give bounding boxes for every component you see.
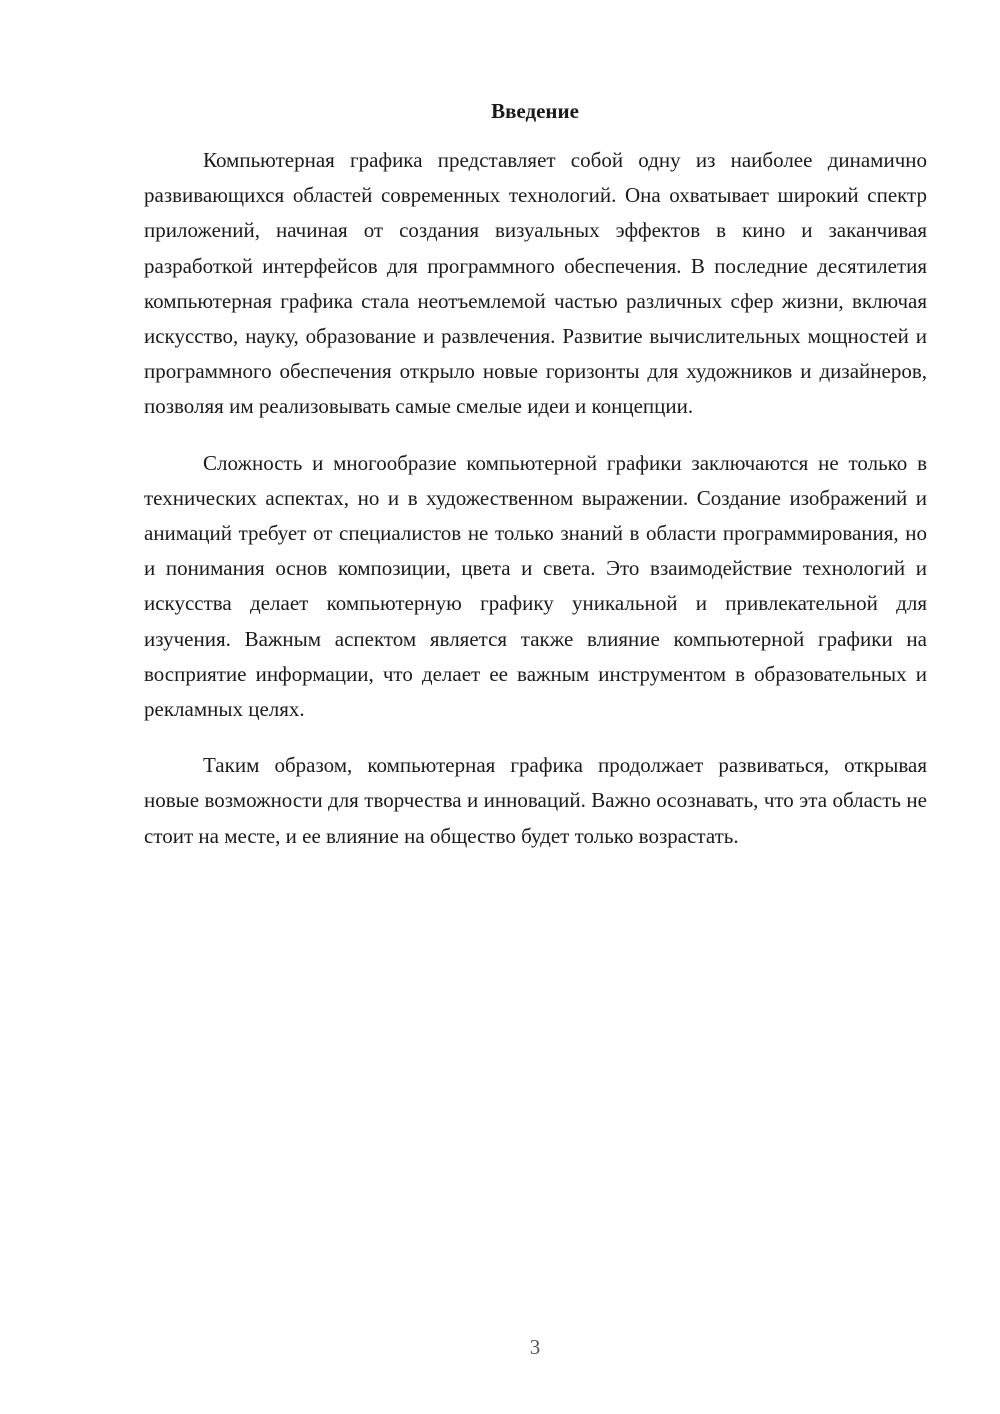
page-number: 3 [529, 1335, 541, 1359]
paragraph-1: Компьютерная графика представляет собой одну из наиболее динамично развивающихся областей современных технологий. Она охватывает широкий спектр приложений, начиная от создания визуальных эффектов в кино и заканчивая разработкой интерфейсов для программного обеспечения. В последние десятилетия компьютерная графика стала неотъемлемой частью различных сфер жизни, включая искусство, науку, образование и развлечения. Развитие вычислительных мощностей и программного обеспечения открыло новые горизонты для художников и дизайнеров, позволяя им реализовывать самые смелые идеи и концепции. [144, 148, 927, 419]
section-heading: Введение [491, 99, 579, 123]
paragraph-2: Сложность и многообразие компьютерной графики заключаются не только в технических аспектах, но и в художественном выражении. Создание изображений и анимаций требует от специалистов не только знаний в области программирования, но и понимания основ композиции, цвета и света. Это взаимодействие технологий и искусства делает компьютерную графику уникальной и привлекательной для изучения. Важным аспектом является также влияние компьютерной графики на восприятие информации, что делает ее важным инструментом в образовательных и рекламных целях. [144, 450, 927, 722]
paragraph-3: Таким образом, компьютерная графика продолжает развиваться, открывая новые возможности для творчества и инноваций. Важно осознавать, что эта область не стоит на месте, и ее влияние на общество будет только возрастать. [144, 753, 927, 848]
body-text [144, 143, 927, 854]
